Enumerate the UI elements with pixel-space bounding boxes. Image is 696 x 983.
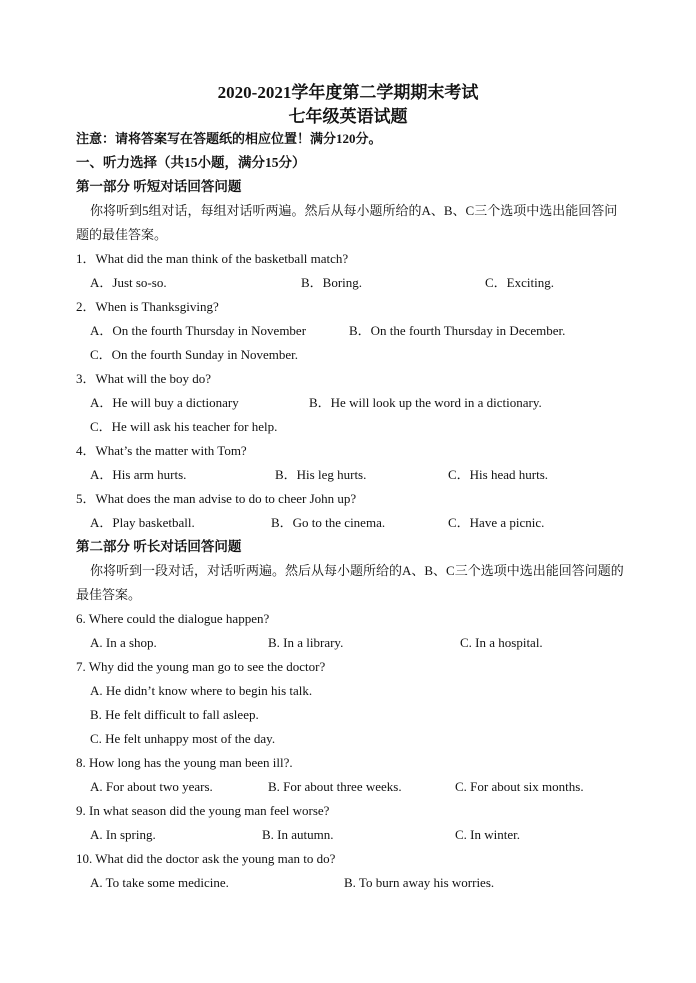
q3-option-c: C．He will ask his teacher for help. bbox=[90, 419, 278, 434]
q4-option-a: A．His arm hurts. bbox=[90, 467, 187, 482]
part2-instruction: 你将听到一段对话，对话听两遍。然后从每小题所给的A、B、C三个选项中选出能回答问题的最佳答案。 bbox=[76, 563, 624, 602]
q7-option-a: A. He didn’t know where to begin his talk. bbox=[90, 683, 313, 698]
q9-option-a: A. In spring. bbox=[90, 827, 156, 842]
q8-option-c: C. For about six months. bbox=[455, 779, 584, 794]
question-1: 1．What did the man think of the basketball match? bbox=[76, 251, 349, 266]
notice: 注意：请将答案写在答题纸的相应位置！满分120分。 bbox=[76, 131, 382, 146]
q2-option-a: A．On the fourth Thursday in November bbox=[90, 323, 307, 338]
q4-option-b: B．His leg hurts. bbox=[275, 467, 367, 482]
q5-option-a: A．Play basketball. bbox=[90, 515, 195, 530]
part1-instruction: 你将听到5组对话，每组对话听两遍。然后从每小题所给的A、B、C三个选项中选出能回答问题的最佳答案。 bbox=[76, 203, 618, 242]
question-10: 10. What did the doctor ask the young man to do? bbox=[76, 851, 336, 866]
exam-subtitle: 七年级英语试题 bbox=[288, 107, 408, 126]
question-8: 8. How long has the young man been ill?. bbox=[76, 755, 293, 770]
part2-heading: 第二部分 听长对话回答问题 bbox=[76, 539, 242, 554]
q2-option-b: B．On the fourth Thursday in December. bbox=[349, 323, 566, 338]
section1-heading: 一、听力选择（共15小题，满分15分） bbox=[76, 155, 306, 170]
q1-option-a: A．Just so-so. bbox=[90, 275, 167, 290]
question-3: 3．What will the boy do? bbox=[76, 371, 212, 386]
q8-option-b: B. For about three weeks. bbox=[268, 779, 402, 794]
question-6: 6. Where could the dialogue happen? bbox=[76, 611, 270, 626]
exam-title: 2020-2021学年度第二学期期末考试 bbox=[217, 83, 479, 102]
q6-option-b: B. In a library. bbox=[268, 635, 344, 650]
q6-option-a: A. In a shop. bbox=[90, 635, 157, 650]
question-4: 4．What’s the matter with Tom? bbox=[76, 443, 247, 458]
q6-option-c: C. In a hospital. bbox=[460, 635, 543, 650]
q5-option-c: C．Have a picnic. bbox=[448, 515, 545, 530]
q1-option-b: B．Boring. bbox=[301, 275, 363, 290]
q5-option-b: B．Go to the cinema. bbox=[271, 515, 386, 530]
q9-option-b: B. In autumn. bbox=[262, 827, 334, 842]
q9-option-c: C. In winter. bbox=[455, 827, 520, 842]
q7-option-c: C. He felt unhappy most of the day. bbox=[90, 731, 276, 746]
q3-option-b: B．He will look up the word in a dictionary. bbox=[309, 395, 542, 410]
q4-option-c: C．His head hurts. bbox=[448, 467, 549, 482]
q2-option-c: C．On the fourth Sunday in November. bbox=[90, 347, 298, 362]
question-9: 9. In what season did the young man feel worse? bbox=[76, 803, 330, 818]
q10-option-b: B. To burn away his worries. bbox=[344, 875, 495, 890]
part1-heading: 第一部分 听短对话回答问题 bbox=[76, 179, 242, 194]
q10-option-a: A. To take some medicine. bbox=[90, 875, 229, 890]
q3-option-a: A．He will buy a dictionary bbox=[90, 395, 239, 410]
question-2: 2．When is Thanksgiving? bbox=[76, 299, 219, 314]
q1-option-c: C．Exciting. bbox=[485, 275, 554, 290]
question-7: 7. Why did the young man go to see the doctor? bbox=[76, 659, 326, 674]
q8-option-a: A. For about two years. bbox=[90, 779, 213, 794]
question-5: 5．What does the man advise to do to cheer John up? bbox=[76, 491, 357, 506]
q7-option-b: B. He felt difficult to fall asleep. bbox=[90, 707, 259, 722]
